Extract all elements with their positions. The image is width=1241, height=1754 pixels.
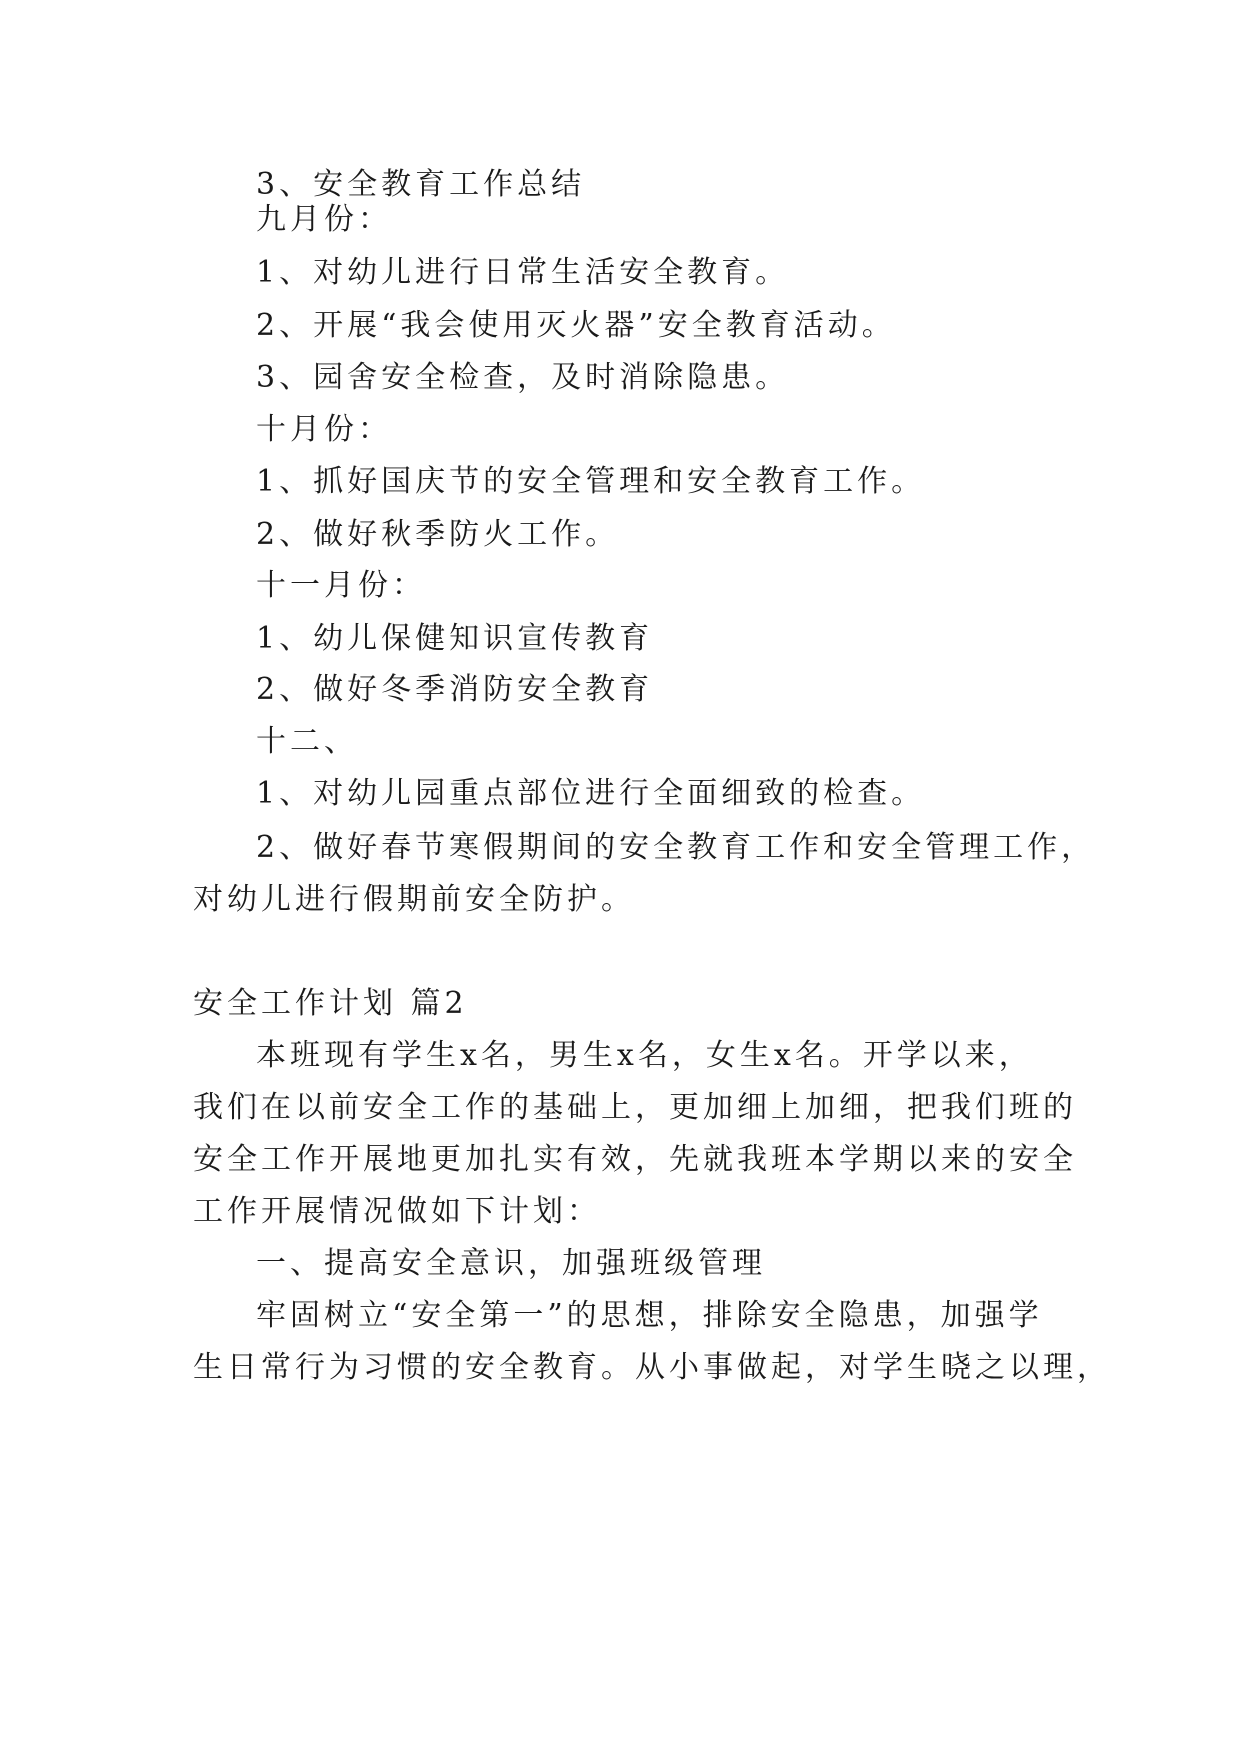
list-item: 1、幼儿保健知识宣传教育 bbox=[256, 621, 654, 656]
paragraph-line: 工作开展情况做如下计划： bbox=[193, 1194, 601, 1229]
section-heading: 安全工作计划 篇2 bbox=[193, 986, 468, 1021]
list-item: 3、安全教育工作总结 bbox=[256, 167, 586, 202]
list-item: 1、抓好国庆节的安全管理和安全教育工作。 bbox=[256, 464, 926, 499]
list-item: 2、做好秋季防火工作。 bbox=[256, 517, 620, 552]
list-item: 3、园舍安全检查，及时消除隐患。 bbox=[256, 360, 790, 395]
list-item: 2、做好春节寒假期间的安全教育工作和安全管理工作， bbox=[256, 830, 1096, 865]
paragraph-line: 本班现有学生x名，男生x名，女生x名。开学以来， bbox=[256, 1038, 1033, 1073]
list-item: 2、开展“我会使用灭火器”安全教育活动。 bbox=[256, 308, 896, 343]
list-item: 1、对幼儿园重点部位进行全面细致的检查。 bbox=[256, 776, 926, 811]
month-heading: 十一月份： bbox=[256, 568, 426, 603]
paragraph-line: 安全工作开展地更加扎实有效，先就我班本学期以来的安全 bbox=[193, 1142, 1077, 1177]
list-item-continuation: 对幼儿进行假期前安全防护。 bbox=[193, 882, 635, 917]
paragraph-line: 牢固树立“安全第一”的思想，排除安全隐患，加强学 bbox=[256, 1298, 1043, 1333]
month-heading: 十月份： bbox=[256, 412, 392, 447]
paragraph-line: 生日常行为习惯的安全教育。从小事做起，对学生晓之以理， bbox=[193, 1350, 1111, 1385]
month-heading: 九月份： bbox=[256, 202, 392, 237]
month-heading: 十二、 bbox=[256, 724, 358, 759]
subsection-heading: 一、提高安全意识，加强班级管理 bbox=[256, 1246, 766, 1281]
list-item: 2、做好冬季消防安全教育 bbox=[256, 672, 654, 707]
paragraph-line: 我们在以前安全工作的基础上，更加细上加细，把我们班的 bbox=[193, 1090, 1077, 1125]
list-item: 1、对幼儿进行日常生活安全教育。 bbox=[256, 255, 790, 290]
